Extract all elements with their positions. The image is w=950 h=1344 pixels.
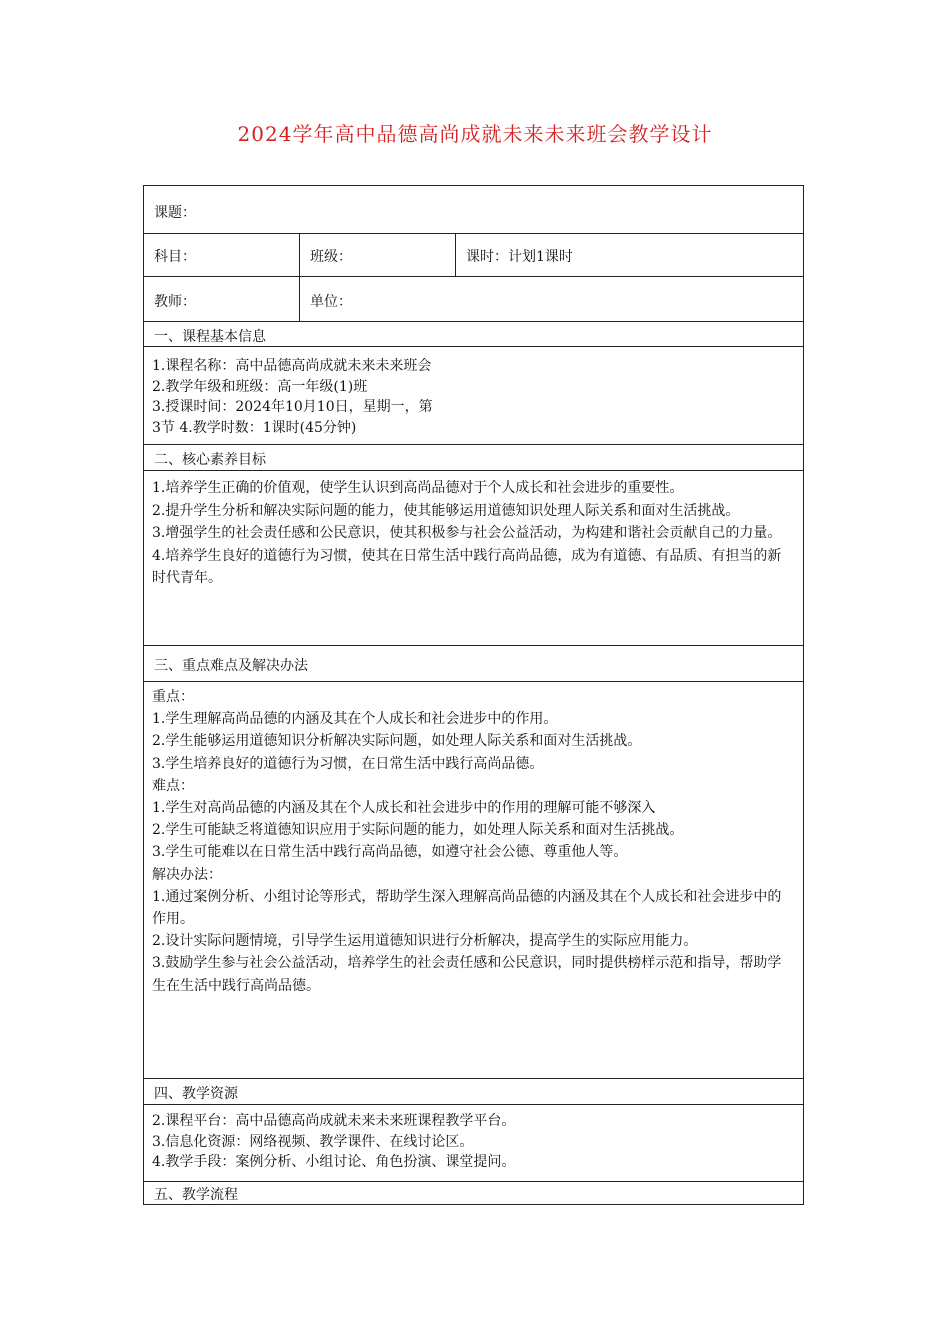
section-heading-row: [144, 646, 803, 682]
section-line: 1.培养学生正确的价值观，使学生认识到高尚品德对于个人成长和社会进步的重要性。: [152, 480, 684, 496]
section-body-row: [144, 682, 803, 1079]
section-line: 重点：: [152, 689, 194, 705]
period-label: 课时：计划1课时: [466, 249, 573, 265]
section-line: 难点：: [152, 777, 194, 794]
section-body-row: [144, 1105, 803, 1182]
topic-label: 课题：: [154, 205, 196, 221]
section-body: [144, 1105, 803, 1173]
section-line: 解决办法：: [152, 866, 222, 883]
section-line: 2.教学年级和班级：高一年级(1)班: [152, 378, 368, 395]
unit-label: 单位：: [310, 294, 352, 310]
section-heading-row: [144, 1079, 803, 1105]
section-heading-row: [144, 445, 803, 471]
section-heading: 五、教学流程: [154, 1187, 238, 1203]
section-line: 2.提升学生分析和解决实际问题的能力，使其能够运用道德知识处理人际关系和面对生活挑战。: [152, 502, 740, 519]
teacher-cell: [144, 277, 299, 321]
section-line: 2.学生能够运用道德知识分析解决实际问题，如处理人际关系和面对生活挑战。: [152, 733, 642, 750]
period-cell: [455, 234, 804, 276]
subject-cell: [144, 234, 299, 276]
section-line: 1.通过案例分析、小组讨论等形式，帮助学生深入理解高尚品德的内涵及其在个人成长和社会进步中的作用。: [152, 888, 782, 928]
section-heading: 三、重点难点及解决办法: [154, 658, 308, 674]
lesson-plan-table: [143, 185, 804, 1205]
section-line: 4.培养学生良好的道德行为习惯，使其在日常生活中践行高尚品德，成为有道德、有品质、有担当的新时代青年。: [152, 547, 782, 586]
topic-row: [144, 186, 803, 234]
section-body-row: [144, 471, 803, 646]
section-heading-row: [144, 1182, 803, 1204]
teacher-row: [144, 277, 803, 322]
section-heading: 一、课程基本信息: [154, 329, 266, 345]
teacher-label: 教师：: [154, 294, 196, 310]
subject-label: 科目：: [154, 249, 196, 265]
section-heading-row: [144, 322, 803, 347]
section-line: 3.授课时间：2024年10月10日，星期一，第: [152, 399, 433, 415]
section-line: 3.信息化资源：网络视频、教学课件、在线讨论区。: [152, 1133, 474, 1150]
section-line: 3.学生培养良好的道德行为习惯，在日常生活中践行高尚品德。: [152, 755, 544, 772]
section-line: 3.增强学生的社会责任感和公民意识，使其积极参与社会公益活动，为构建和谐社会贡献自己的力量。: [152, 525, 782, 541]
class-label: 班级：: [310, 249, 352, 265]
document-title: 2024学年高中品德高尚成就未来未来班会教学设计: [237, 122, 713, 146]
class-cell: [299, 234, 455, 276]
section-line: 1.学生理解高尚品德的内涵及其在个人成长和社会进步中的作用。: [152, 711, 558, 728]
section-body: [144, 347, 803, 438]
section-body: [144, 682, 803, 997]
subject-row: [144, 234, 803, 277]
unit-cell: [299, 277, 804, 321]
section-heading: 二、核心素养目标: [154, 452, 266, 468]
section-line: 1.课程名称：高中品德高尚成就未来未来班会: [152, 358, 432, 374]
section-line: 3.学生可能难以在日常生活中践行高尚品德，如遵守社会公德、尊重他人等。: [152, 844, 628, 861]
section-line: 1.学生对高尚品德的内涵及其在个人成长和社会进步中的作用的理解可能不够深入: [152, 800, 656, 817]
section-line: 2.学生可能缺乏将道德知识应用于实际问题的能力，如处理人际关系和面对生活挑战。: [152, 822, 684, 839]
section-line: 2.设计实际问题情境，引导学生运用道德知识进行分析解决，提高学生的实际应用能力。: [152, 933, 698, 950]
section-body: [144, 471, 803, 590]
section-line: 2.课程平台：高中品德高尚成就未来未来班课程教学平台。: [152, 1113, 516, 1129]
section-heading: 四、教学资源: [154, 1086, 238, 1102]
section-line: 3.鼓励学生参与社会公益活动，培养学生的社会责任感和公民意识，同时提供榜样示范和指导，帮助学生在生活中践行高尚品德。: [152, 955, 782, 994]
section-line: 4.教学手段：案例分析、小组讨论、角色扮演、课堂提问。: [152, 1154, 516, 1170]
section-body-row: [144, 347, 803, 445]
section-line: 3节 4.教学时数：1课时(45分钟): [152, 419, 357, 436]
